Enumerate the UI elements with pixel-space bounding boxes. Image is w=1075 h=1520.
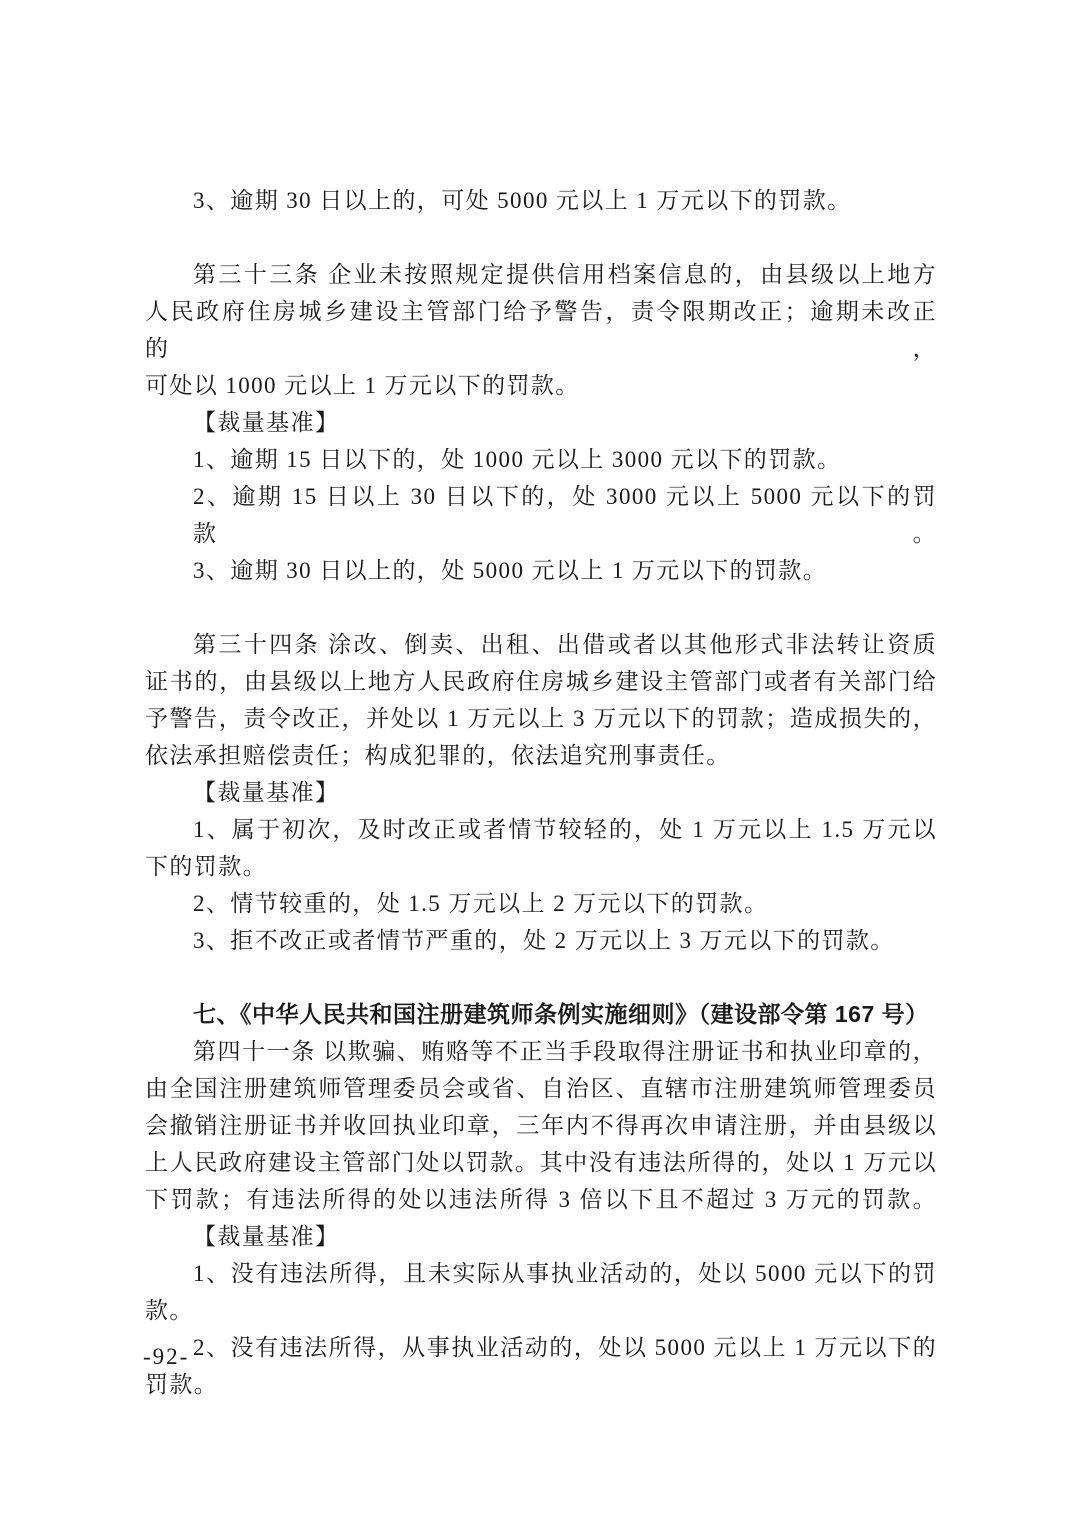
text-line: 予警告，责令改正，并处以 1 万元以上 3 万元以下的罚款；造成损失的， — [145, 706, 937, 731]
text-line: 第三十三条 企业未按照规定提供信用档案信息的，由县级以上地方 — [193, 262, 937, 287]
text-line: 3、逾期 30 日以上的，处 5000 元以上 1 万元以下的罚款。 — [193, 558, 828, 583]
text-line: 证书的，由县级以上地方人民政府住房城乡建设主管部门或者有关部门给 — [145, 669, 937, 694]
text-line: 2、逾期 15 日以上 30 日以下的，处 3000 元以上 5000 元以下的罚款。 — [193, 484, 937, 546]
text-line: 会撤销注册证书并收回执业印章，三年内不得再次申请注册，并由县级以 — [145, 1113, 937, 1138]
text-line: 款。 — [145, 1298, 194, 1323]
text-line: 可处以 1000 元以上 1 万元以下的罚款。 — [145, 373, 580, 398]
text-line: 2、没有违法所得，从事执业活动的，处以 5000 元以上 1 万元以下的 — [193, 1335, 937, 1360]
page-number: -92- — [143, 1344, 190, 1369]
text-line: 1、逾期 15 日以下的，处 1000 元以上 3000 元以下的罚款。 — [193, 447, 842, 472]
text-line: 下罚款；有违法所得的处以违法所得 3 倍以下且不超过 3 万元的罚款。 — [145, 1187, 937, 1212]
text-line: 第四十一条 以欺骗、贿赂等不正当手段取得注册证书和执业印章的， — [193, 1039, 937, 1064]
text-line: 3、逾期 30 日以上的，可处 5000 元以上 1 万元以下的罚款。 — [193, 188, 852, 213]
text-line: 依法承担赔偿责任；构成犯罪的，依法追究刑事责任。 — [145, 743, 731, 768]
text-line: 2、情节较重的，处 1.5 万元以上 2 万元以下的罚款。 — [193, 891, 769, 916]
text-line: 【裁量基准】 — [193, 1224, 340, 1249]
text-line: 【裁量基准】 — [193, 780, 340, 805]
text-line: 由全国注册建筑师管理委员会或省、自治区、直辖市注册建筑师管理委员 — [145, 1076, 937, 1101]
text-line: 【裁量基准】 — [193, 410, 340, 435]
text-line: 下的罚款。 — [145, 854, 267, 879]
text-line: 人民政府住房城乡建设主管部门给予警告，责令限期改正；逾期未改正的， — [145, 299, 937, 361]
text-line: 3、拒不改正或者情节严重的，处 2 万元以上 3 万元以下的罚款。 — [193, 928, 895, 953]
section-heading: 七、《中华人民共和国注册建筑师条例实施细则》（建设部令第 167 号） — [193, 1001, 929, 1027]
text-line: 上人民政府建设主管部门处以罚款。其中没有违法所得的，处以 1 万元以 — [145, 1150, 937, 1175]
document-body — [145, 182, 937, 1403]
text-line: 1、属于初次，及时改正或者情节较轻的，处 1 万元以上 1.5 万元以 — [193, 817, 937, 842]
text-line: 第三十四条 涂改、倒卖、出租、出借或者以其他形式非法转让资质 — [193, 632, 937, 657]
text-line: 1、没有违法所得，且未实际从事执业活动的，处以 5000 元以下的罚 — [193, 1261, 937, 1286]
text-line: 罚款。 — [145, 1372, 219, 1397]
